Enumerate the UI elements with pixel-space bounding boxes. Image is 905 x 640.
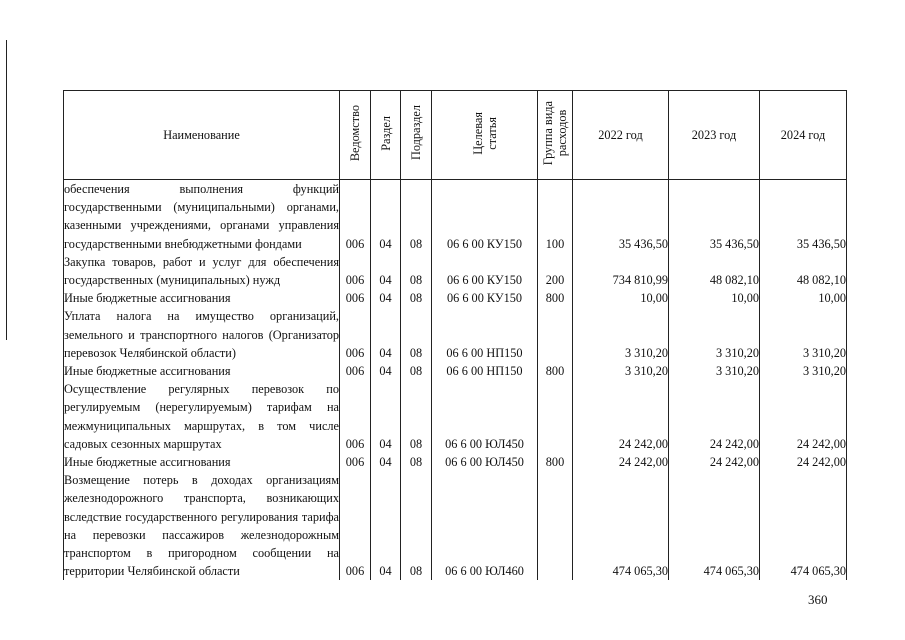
table-row: [64, 380, 847, 453]
row-gruppa: 800: [538, 453, 573, 471]
header-name: Наименование: [64, 91, 340, 180]
header-podrazdel: Подраздел: [401, 91, 432, 180]
margin-line: [6, 40, 7, 340]
row-2023: 24 242,00: [669, 453, 760, 471]
table-row: [64, 289, 847, 307]
row-razdel: 04: [371, 453, 401, 471]
row-name: Уплата налога на имущество организаций, земельного и транспортного налогов (Организатор перевозок Челябинской области): [64, 307, 340, 362]
row-podrazdel: 08: [401, 307, 432, 362]
row-name: Закупка товаров, работ и услуг для обеспечения государственных (муниципальных) нужд: [64, 253, 340, 289]
row-razdel: 04: [371, 307, 401, 362]
row-vedomstvo: 006: [340, 362, 371, 380]
header-2022: 2022 год: [573, 91, 669, 180]
table-row: [64, 307, 847, 362]
row-vedomstvo: 006: [340, 180, 371, 253]
row-2022: 3 310,20: [573, 362, 669, 380]
row-2022: 24 242,00: [573, 380, 669, 453]
row-2023: 35 436,50: [669, 180, 760, 253]
row-name: Иные бюджетные ассигнования: [64, 362, 340, 380]
table-row: [64, 471, 847, 580]
row-vedomstvo: 006: [340, 380, 371, 453]
row-2023: 3 310,20: [669, 307, 760, 362]
row-podrazdel: 08: [401, 380, 432, 453]
row-name: Иные бюджетные ассигнования: [64, 453, 340, 471]
row-2022: 474 065,30: [573, 471, 669, 580]
row-2024: 48 082,10: [760, 253, 847, 289]
row-razdel: 04: [371, 253, 401, 289]
row-gruppa: [538, 471, 573, 580]
row-gruppa: [538, 307, 573, 362]
row-razdel: 04: [371, 289, 401, 307]
row-2023: 474 065,30: [669, 471, 760, 580]
row-podrazdel: 08: [401, 453, 432, 471]
table-row: [64, 180, 847, 253]
row-podrazdel: 08: [401, 289, 432, 307]
row-vedomstvo: 006: [340, 471, 371, 580]
row-celevaya: 06 6 00 КУ150: [432, 253, 538, 289]
header-celevaya: Целевая статья: [432, 91, 538, 180]
row-vedomstvo: 006: [340, 253, 371, 289]
row-2023: 24 242,00: [669, 380, 760, 453]
row-podrazdel: 08: [401, 180, 432, 253]
table-row: [64, 362, 847, 380]
row-gruppa: 200: [538, 253, 573, 289]
row-celevaya: 06 6 00 ЮЛ450: [432, 453, 538, 471]
row-razdel: 04: [371, 471, 401, 580]
row-razdel: 04: [371, 362, 401, 380]
row-2024: 35 436,50: [760, 180, 847, 253]
budget-table: [63, 90, 847, 580]
row-2024: 24 242,00: [760, 453, 847, 471]
row-vedomstvo: 006: [340, 289, 371, 307]
header-razdel: Раздел: [371, 91, 401, 180]
row-2022: 10,00: [573, 289, 669, 307]
row-2022: 734 810,99: [573, 253, 669, 289]
row-2024: 10,00: [760, 289, 847, 307]
row-gruppa: 800: [538, 289, 573, 307]
header-gruppa: Группа вида расходов: [538, 91, 573, 180]
row-2023: 48 082,10: [669, 253, 760, 289]
row-2024: 24 242,00: [760, 380, 847, 453]
row-gruppa: 100: [538, 180, 573, 253]
table-row: [64, 453, 847, 471]
header-vedomstvo: Ведомство: [340, 91, 371, 180]
row-name: Осуществление регулярных перевозок по регулируемым (нерегулируемым) тарифам на межмуниципальных маршрутах, в том числе садовых сезонных маршрутах: [64, 380, 340, 453]
row-razdel: 04: [371, 380, 401, 453]
row-celevaya: 06 6 00 НП150: [432, 362, 538, 380]
row-name: Иные бюджетные ассигнования: [64, 289, 340, 307]
row-name: обеспечения выполнения функций государственными (муниципальными) органами, казенными учреждениями, органами управления государственными внебюджетными фондами: [64, 180, 340, 253]
row-celevaya: 06 6 00 КУ150: [432, 289, 538, 307]
row-vedomstvo: 006: [340, 307, 371, 362]
row-2022: 35 436,50: [573, 180, 669, 253]
row-celevaya: 06 6 00 ЮЛ460: [432, 471, 538, 580]
row-celevaya: 06 6 00 ЮЛ450: [432, 380, 538, 453]
row-gruppa: 800: [538, 362, 573, 380]
row-celevaya: 06 6 00 НП150: [432, 307, 538, 362]
row-vedomstvo: 006: [340, 453, 371, 471]
row-podrazdel: 08: [401, 362, 432, 380]
row-2024: 3 310,20: [760, 307, 847, 362]
row-2022: 3 310,20: [573, 307, 669, 362]
header-2024: 2024 год: [760, 91, 847, 180]
row-podrazdel: 08: [401, 471, 432, 580]
row-2024: 3 310,20: [760, 362, 847, 380]
row-2023: 3 310,20: [669, 362, 760, 380]
row-podrazdel: 08: [401, 253, 432, 289]
header-2023: 2023 год: [669, 91, 760, 180]
row-razdel: 04: [371, 180, 401, 253]
table-header: [64, 91, 847, 180]
row-2022: 24 242,00: [573, 453, 669, 471]
page-number: 360: [808, 592, 828, 607]
row-name: Возмещение потерь в доходах организациям железнодорожного транспорта, возникающих вследствие государственного регулирования тарифа на перевозки пассажиров железнодорожным транспортом в пригородном сообщении на территории Челябинской области: [64, 471, 340, 580]
row-2023: 10,00: [669, 289, 760, 307]
row-2024: 474 065,30: [760, 471, 847, 580]
table-body: [64, 180, 847, 581]
table-row: [64, 253, 847, 289]
row-celevaya: 06 6 00 КУ150: [432, 180, 538, 253]
row-gruppa: [538, 380, 573, 453]
